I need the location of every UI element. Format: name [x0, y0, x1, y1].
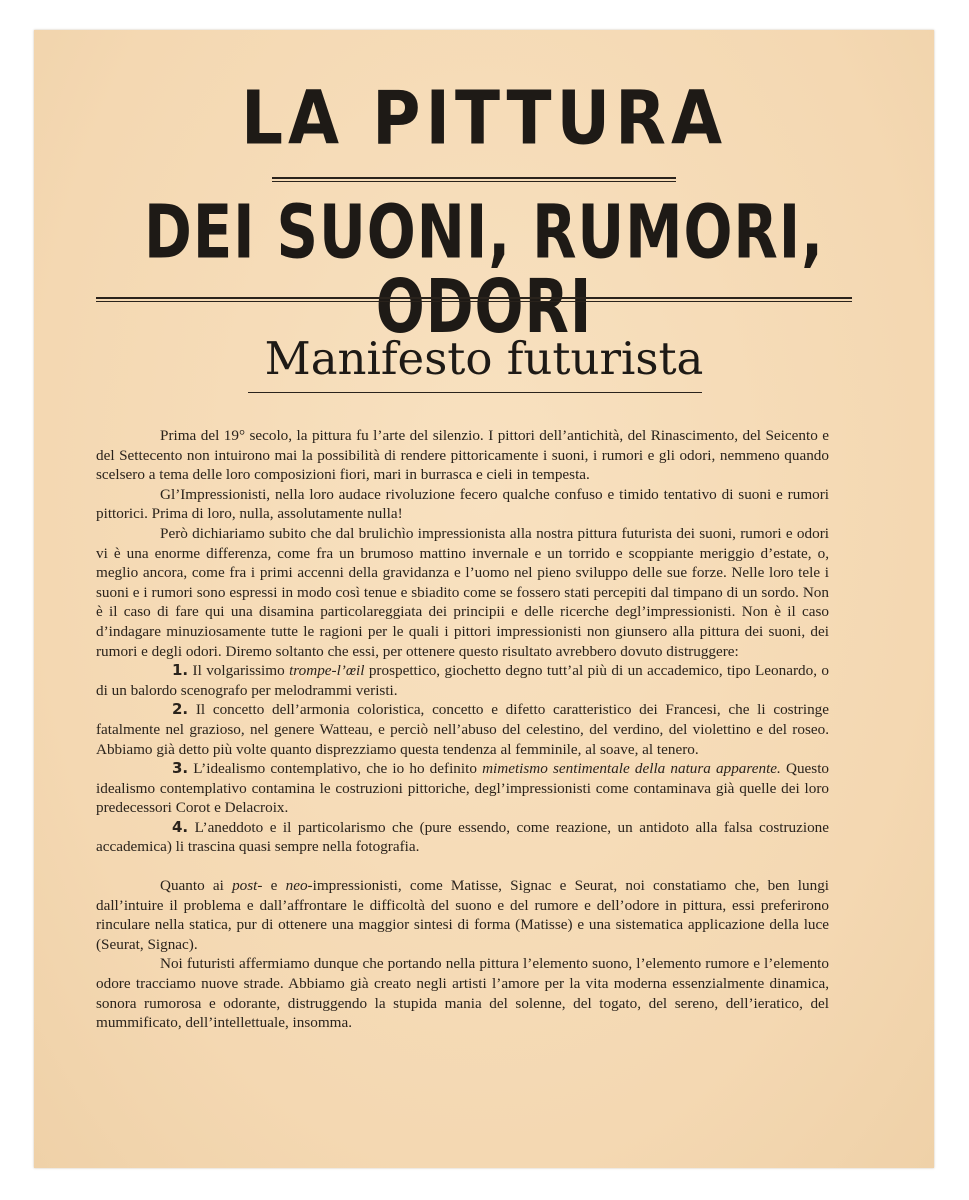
list-number-4: 4. — [172, 817, 189, 836]
list-item-1-text-a: Il volgarissimo — [192, 662, 285, 680]
subtitle: Manifesto futurista — [264, 332, 704, 385]
title-divider-short — [272, 177, 676, 182]
title-line-2: DEI SUONI, RUMORI, ODORI — [144, 187, 824, 350]
list-item-3-text-b: Questo idealismo contemplativo contamina le costruzioni pittoriche, degl’impressionisti come contaminava già quelle dei loro predecessori Corot e Delacroix. — [96, 760, 830, 817]
paragraph-3: Però dichiariamo subito che dal brulichìo impressionista alla nostra pittura futurista dei suoni, rumori e odori vi è una enorme differenza, come fra un brumoso mattino invernale e un torrido e scoppiante meriggio d’estate, o, meglio ancora, come fra i primi accenni della gravidanza e l’uomo nel pieno sviluppo delle sue forze. Nelle loro tele i suoni e i rumori sono espressi in modo così tenue e sbiadito come se fossero stati percepiti dal timpano di un sordo. Non è il caso di fare qui una disamina particolareggiata dei principii e delle ricerche degl’impressionisti. Non è il caso d’indagare minuziosamente tutte le ragioni per le quali i pittori impressionisti non giunsero alla pittura dei suoni, dei rumori e degli odori. Diremo soltanto che essi, per ottenere questo risultato avrebbero dovuto distruggere: — [96, 524, 829, 660]
list-item-1-emphasis: trompe-l’œil — [289, 662, 365, 680]
paragraph-4-emphasis-neo: neo- — [285, 877, 313, 895]
paragraph-4 — [96, 876, 829, 954]
list-number-3: 3. — [172, 759, 189, 778]
list-item-3-emphasis: mimetismo sentimentale della natura apparente. — [482, 760, 781, 778]
subtitle-underline — [248, 392, 702, 393]
list-item-4-text: L’aneddoto e il particolarismo che (pure essendo, come reazione, un antidoto alla falsa costruzione accademica) li trascina quasi sempre nella fotografia. — [96, 818, 830, 856]
paragraph-4-emphasis-post: post- — [232, 877, 263, 895]
list-item-3 — [96, 759, 829, 818]
paragraph-2: Gl’Impressionisti, nella loro audace rivoluzione fecero qualche confuso e timido tentativo di suoni e rumori pittorici. Prima di loro, nulla, assolutamente nulla! — [96, 485, 829, 523]
paragraph-4-text-c: impressionisti, come Matisse, Signac e Seurat, noi constatiamo che, ben lungi dall’intuire il problema e dall’affrontare le difficoltà del suono e del rumore e dell’odore in pittura, essi preferirono rinculare nella statica, pur di ottenere una maggior sintesi di forma (Matisse) e una sistematica applicazione della luce (Seurat, Signac). — [96, 877, 830, 953]
list-item-2-text: Il concetto dell’armonia coloristica, concetto e difetto caratteristico dei Francesi, che li costringe fatalmente nel grazioso, nel genere Watteau, e perciò nell’abuso del celestino, del verdino, del violettino e del roseo. Abbiamo già detto più volte quanto disprezziamo questa tendenza al femminile, al soave, al tenero. — [96, 701, 830, 758]
paragraph-4-text-b: e — [270, 877, 278, 895]
list-item-2 — [96, 700, 829, 759]
manifesto-body — [96, 426, 829, 1033]
paragraph-1: Prima del 19° secolo, la pittura fu l’arte del silenzio. I pittori dell’antichità, del Rinascimento, del Seicento e del Settecento non intuirono mai la possibilità di rendere pittoricamente i suoni, i rumori e gli odori, nemmeno quando scelsero a tema delle loro composizioni fiori, mari in burrasca e cieli in tempesta. — [96, 427, 829, 484]
list-number-1: 1. — [172, 661, 189, 680]
list-item-3-text-a: L’idealismo contemplativo, che io ho definito — [193, 760, 477, 778]
title-line-1: LA PITTURA — [240, 75, 728, 162]
list-number-2: 2. — [172, 700, 189, 719]
paragraph-5: Noi futuristi affermiamo dunque che portando nella pittura l’elemento suono, l’elemento rumore e l’elemento odore tracciamo nuove strade. Abbiamo già creato negli artisti l’amore per la vita moderna essenzialmente dinamica, sonora rumorosa e odorante, distruggendo la stupida mania del solenne, del togato, del sereno, dell’ieratico, del mummificato, dell’intellettuale, insomma. — [96, 955, 829, 1032]
manifesto-sheet — [34, 30, 934, 1168]
paragraph-4-text-a: Quanto ai — [160, 877, 224, 895]
list-item-1 — [96, 661, 829, 700]
list-item-4 — [96, 818, 829, 857]
title-divider-long — [96, 297, 852, 302]
list-item-1-text-b: prospettico, giochetto degno tutt’al più di un accademico, tipo Leonardo, o di un balordo scenografo per melodrammi veristi. — [96, 662, 829, 699]
